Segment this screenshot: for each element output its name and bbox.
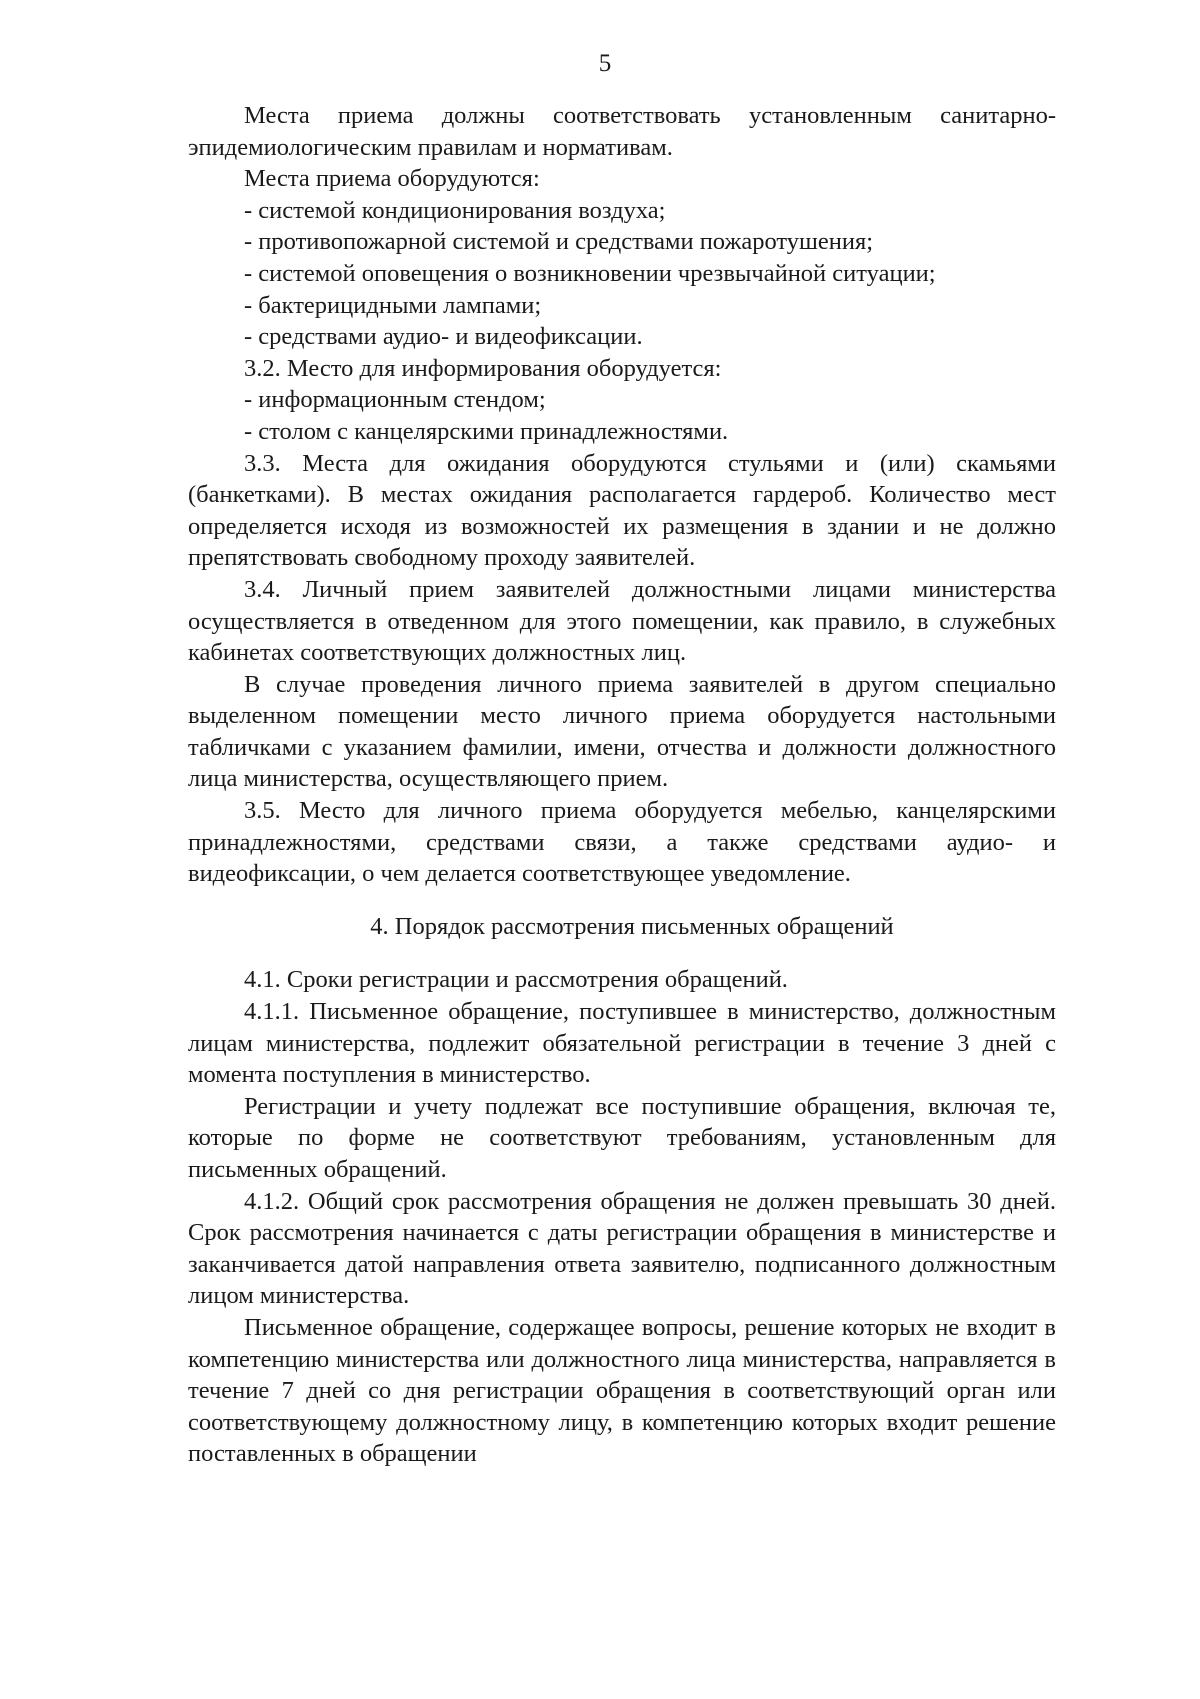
list-item-desk: - столом с канцелярскими принадлежностями.: [244, 417, 729, 445]
paragraph-4-1: 4.1. Сроки регистрации и рассмотрения обращений.: [244, 966, 788, 994]
paragraph-4-1-1: 4.1.1. Письменное обращение, поступившее в министерство, должностным лицам министерства, подлежит обязательной регистрации в течение 3 дней с момента поступления в министерство.: [188, 998, 1056, 1089]
paragraph-equipment-intro: Места приема оборудуются:: [244, 165, 540, 193]
document-body: [188, 100, 1056, 1470]
paragraph-redirect: Письменное обращение, содержащее вопросы, решение которых не входит в компетенцию министерства или должностного лица министерства, направляется в течение 7 дней со дня регистрации обращения в соответствующий орган или соответствующему должностному лицу, в компетенцию которых входит решение поставленных в обращении: [188, 1313, 1056, 1468]
paragraph-registration: Регистрации и учету подлежат все поступившие обращения, включая те, которые по форме не соответствуют требованиям, установленным для письменных обращений.: [188, 1092, 1056, 1183]
paragraph-4-1-2: 4.1.2. Общий срок рассмотрения обращения не должен превышать 30 дней. Срок рассмотрения начинается с даты регистрации обращения в министерстве и заканчивается датой направления ответа заявителю, подписанного должностным лицом министерства.: [188, 1187, 1056, 1310]
list-item-info-stand: - информационным стендом;: [244, 386, 546, 414]
list-item-bactericidal-lamps: - бактерицидными лампами;: [244, 291, 542, 319]
section-heading-4: 4. Порядок рассмотрения письменных обращений: [370, 912, 894, 940]
paragraph-3-3: 3.3. Места для ожидания оборудуются стульями и (или) скамьями (банкетками). В местах ожидания располагается гардероб. Количество мест определяется исходя из возможностей их размещения в здании и не должно препятствовать свободному проходу заявителей.: [188, 449, 1056, 572]
list-item-fire-system: - противопожарной системой и средствами пожаротушения;: [244, 228, 874, 256]
paragraph-3-5: 3.5. Место для личного приема оборудуется мебелью, канцелярскими принадлежностями, средствами связи, а также средствами аудио- и видеофиксации, о чем делается соответствующее уведомление.: [188, 797, 1056, 888]
paragraph-sanitary-rules: Места приема должны соответствовать установленным санитарно-эпидемиологическим правилам и нормативам.: [188, 102, 1056, 161]
page-number: 5: [598, 50, 612, 77]
paragraph-3-4: 3.4. Личный прием заявителей должностными лицами министерства осуществляется в отведенном для этого помещении, как правило, в служебных кабинетах соответствующих должностных лиц.: [188, 575, 1056, 667]
list-item-air-conditioning: - системой кондиционирования воздуха;: [244, 196, 666, 224]
paragraph-3-2: 3.2. Место для информирования оборудуется:: [244, 354, 722, 382]
paragraph-other-room: В случае проведения личного приема заявителей в другом специально выделенном помещении место личного приема оборудуется настольными табличками с указанием фамилии, имени, отчества и должности должностного лица министерства, осуществляющего прием.: [188, 670, 1056, 793]
list-item-emergency-alert: - системой оповещения о возникновении чрезвычайной ситуации;: [244, 259, 936, 287]
list-item-audio-video: - средствами аудио- и видеофиксации.: [244, 323, 643, 351]
